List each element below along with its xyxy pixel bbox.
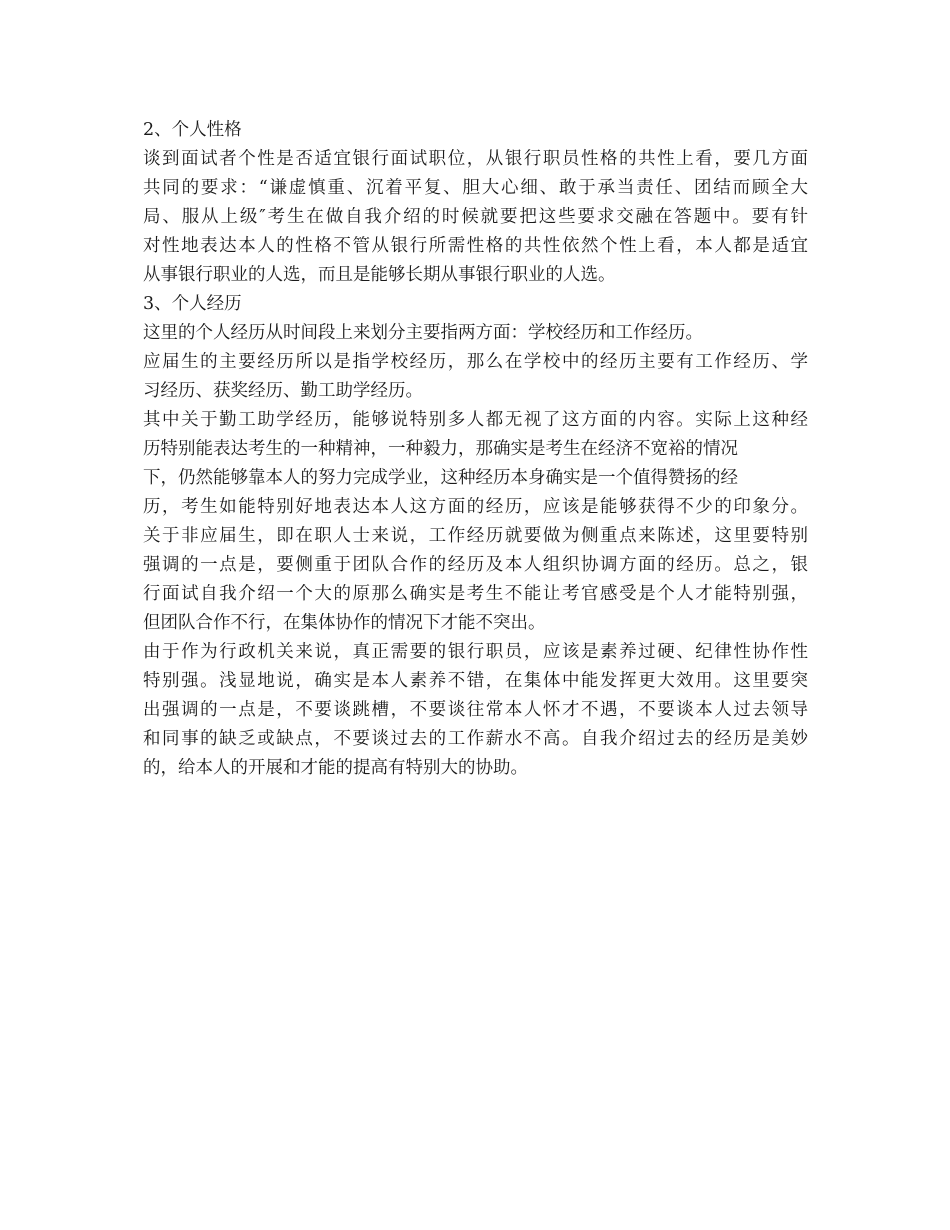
paragraph-line: 历特别能表达考生的一种精神，一种毅力，那确实是考生在经济不宽裕的情况 bbox=[143, 439, 738, 459]
paragraph-line: 谈到面试者个性是否适宜银行面试职位，从银行职员性格的共性上看，要几方面 bbox=[143, 149, 808, 169]
document-body bbox=[143, 116, 808, 783]
paragraph-line: 强调的一点是，要侧重于团队合作的经历及本人组织协调方面的经历。总之，银 bbox=[143, 555, 808, 575]
paragraph-line: 但团队合作不行，在集体协作的情况下才能不突出。 bbox=[143, 613, 546, 633]
paragraph-line: 下，仍然能够靠本人的努力完成学业，这种经历本身确实是一个值得赞扬的经 bbox=[143, 468, 738, 488]
paragraph-line: 特别强。浅显地说，确实是本人素养不错，在集体中能发挥更大效用。这里要突 bbox=[143, 671, 808, 691]
paragraph-line: 关于非应届生，即在职人士来说，工作经历就要做为侧重点来陈述，这里要特别 bbox=[143, 526, 808, 546]
paragraph-line: 局、服从上级″考生在做自我介绍的时候就要把这些要求交融在答题中。要有针 bbox=[143, 207, 808, 227]
paragraph-line: 由于作为行政机关来说，真正需要的银行职员，应该是素养过硬、纪律性协作性 bbox=[143, 642, 808, 662]
paragraph-line: 应届生的主要经历所以是指学校经历，那么在学校中的经历主要有工作经历、学 bbox=[143, 352, 808, 372]
paragraph-line: 其中关于勤工助学经历，能够说特别多人都无视了这方面的内容。实际上这种经 bbox=[143, 410, 808, 430]
paragraph-line: 和同事的缺乏或缺点，不要谈过去的工作薪水不高。自我介绍过去的经历是美妙 bbox=[143, 729, 808, 749]
paragraph-line: 对性地表达本人的性格不管从银行所需性格的共性依然个性上看，本人都是适宜 bbox=[143, 236, 808, 256]
section-heading-personality: 2、个人性格 bbox=[143, 120, 242, 140]
paragraph-line: 历，考生如能特别好地表达本人这方面的经历，应该是能够获得不少的印象分。 bbox=[143, 497, 808, 517]
paragraph-line: 这里的个人经历从时间段上来划分主要指两方面：学校经历和工作经历。 bbox=[143, 323, 703, 343]
paragraph-line: 共同的要求：“谦虚慎重、沉着平复、胆大心细、敢于承当责任、团结而顾全大 bbox=[143, 178, 808, 198]
paragraph-line: 出强调的一点是，不要谈跳槽，不要谈往常本人怀才不遇，不要谈本人过去领导 bbox=[143, 700, 808, 720]
paragraph-line: 从事银行职业的人选，而且是能够长期从事银行职业的人选。 bbox=[143, 265, 616, 285]
paragraph-line: 行面试自我介绍一个大的原那么确实是考生不能让考官感受是个人才能特别强， bbox=[143, 584, 808, 604]
section-heading-experience: 3、个人经历 bbox=[143, 294, 242, 314]
paragraph-line: 的，给本人的开展和才能的提高有特别大的协助。 bbox=[143, 758, 528, 778]
paragraph-line: 习经历、获奖经历、勤工助学经历。 bbox=[143, 381, 423, 401]
